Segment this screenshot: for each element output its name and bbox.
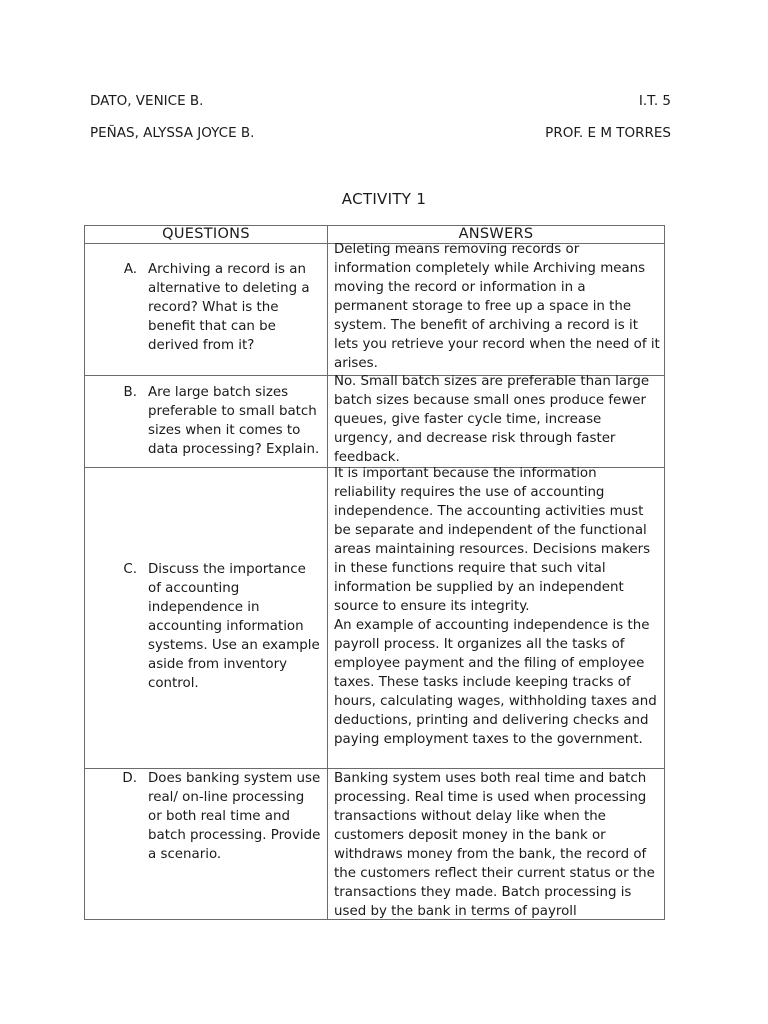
table-row bbox=[85, 769, 665, 920]
student-name-2: PEÑAS, ALYSSA JOYCE B. bbox=[90, 125, 255, 141]
answer-text-paragraph-1: It is important because the information reliability requires the use of accounting independence. The accounting activities must be separate and independent of the functional areas maintaining resources. Decisions makers in these functions require that such vital information be supplied by an independent source to ensure its integrity. bbox=[334, 466, 651, 614]
question-cell bbox=[85, 769, 328, 920]
student-name-1: DATO, VENICE B. bbox=[90, 93, 204, 109]
answer-text: Deleting means removing records or information completely while Archiving means moving the record or information in a permanent storage to free up a space in the system. The benefit of archiving a record is it lets you retrieve your record when the need of it arises. bbox=[334, 242, 660, 371]
table-row bbox=[85, 468, 665, 769]
question-letter: A. bbox=[123, 262, 137, 277]
question-text: Discuss the importance of accounting independence in accounting information systems. Use an example aside from inventory control. bbox=[148, 562, 320, 691]
question-letter: D. bbox=[122, 771, 137, 786]
answer-cell bbox=[328, 376, 665, 468]
question-cell bbox=[85, 244, 328, 376]
question-text: Are large batch sizes preferable to small batch sizes when it comes to data processing? Explain. bbox=[148, 385, 320, 457]
question-letter: C. bbox=[123, 562, 137, 577]
table-row bbox=[85, 244, 665, 376]
answer-cell bbox=[328, 244, 665, 376]
answers-header: ANSWERS bbox=[328, 226, 665, 244]
answer-text: No. Small batch sizes are preferable than large batch sizes because small ones produce fewer queues, give faster cycle time, increase urgency, and decrease risk through faster feedback. bbox=[334, 374, 650, 463]
qa-table bbox=[84, 225, 665, 920]
answer-text: Banking system uses both real time and batch processing. Real time is used when processing transactions without delay like when the customers deposit money in the bank or withdraws money from the bank, the record of the customers reflect their current status or the transactions they made. Batch processing is used by the bank in terms of payroll bbox=[334, 771, 655, 919]
answer-text-paragraph-2: An example of accounting independence is the payroll process. It organizes all the tasks of employee payment and the filing of employee taxes. These tasks include keeping tracks of hours, calculating wages, withholding taxes and deductions, printing and delivering checks and paying employment taxes to the government. bbox=[334, 618, 657, 747]
answer-cell bbox=[328, 468, 665, 769]
professor-label: PROF. E M TORRES bbox=[545, 125, 671, 141]
table-row bbox=[85, 376, 665, 468]
question-letter: B. bbox=[123, 385, 137, 400]
answer-cell bbox=[328, 769, 665, 920]
questions-header: QUESTIONS bbox=[85, 226, 328, 244]
question-text: Does banking system use real/ on-line processing or both real time and batch processing. Provide a scenario. bbox=[148, 771, 321, 862]
page-title: ACTIVITY 1 bbox=[341, 190, 427, 208]
section-label: I.T. 5 bbox=[638, 93, 671, 109]
question-cell bbox=[85, 468, 328, 769]
question-cell bbox=[85, 376, 328, 468]
question-text: Archiving a record is an alternative to deleting a record? What is the benefit that can be derived from it? bbox=[148, 262, 310, 353]
